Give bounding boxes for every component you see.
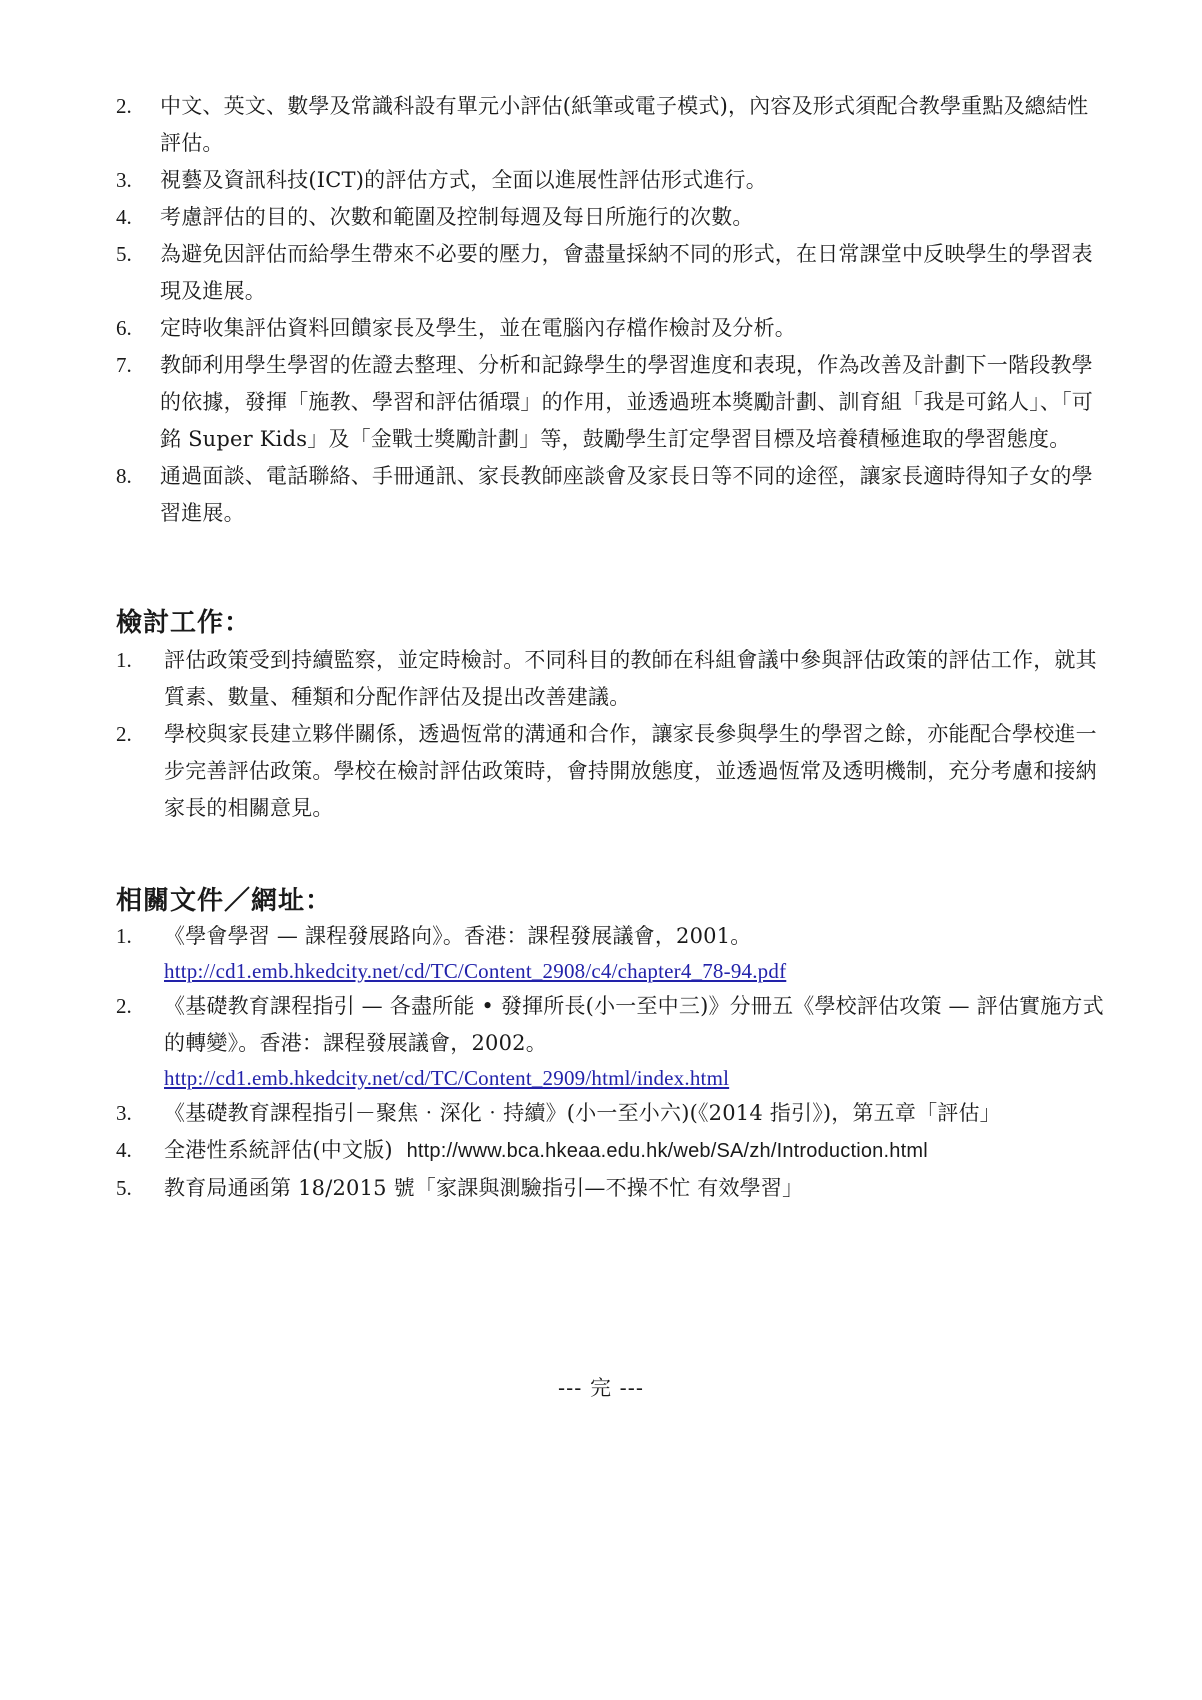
reference-link[interactable]: http://cd1.emb.hkedcity.net/cd/TC/Content_2909/html/index.html	[164, 1066, 730, 1090]
item-text	[164, 918, 1110, 988]
list-item	[0, 918, 1110, 988]
item-text: 視藝及資訊科技(ICT)的評估方式，全面以進展性評估形式進行。	[160, 168, 767, 192]
reference-text: 《基礎教育課程指引 — 各盡所能 • 發揮所長(小一至中三)》分冊五《學校評估攻策 — 評估實施方式的轉變》。香港：課程發展議會，2002。	[164, 994, 1104, 1055]
list-item	[0, 1132, 1110, 1170]
list-item	[0, 347, 1100, 458]
list-item	[0, 1170, 1110, 1207]
item-text: 教育局通函第 18/2015 號「家課與測驗指引—不操不忙 有效學習」	[164, 1176, 804, 1200]
list-item	[0, 199, 1100, 236]
list-item	[0, 88, 1100, 162]
references-heading: 相關文件／網址：	[116, 886, 333, 916]
item-number: 3.	[116, 168, 132, 192]
item-text: 評估政策受到持續監察，並定時檢討。不同科目的教師在科組會議中參與評估政策的評估工作，就其質素、數量、種類和分配作評估及提出改善建議。	[164, 648, 1097, 709]
item-number: 2.	[116, 994, 132, 1018]
item-number: 8.	[116, 464, 132, 488]
item-number: 5.	[116, 1176, 132, 1200]
item-text: 考慮評估的目的、次數和範圍及控制每週及每日所施行的次數。	[160, 205, 754, 229]
end-mark: --- 完 ---	[558, 1376, 644, 1400]
reference-link[interactable]: http://cd1.emb.hkedcity.net/cd/TC/Content_2908/c4/chapter4_78-94.pdf	[164, 959, 787, 983]
item-number: 7.	[116, 353, 132, 377]
item-text: 學校與家長建立夥伴關係，透過恆常的溝通和合作，讓家長參與學生的學習之餘，亦能配合學校進一步完善評估政策。學校在檢討評估政策時，會持開放態度，並透過恆常及透明機制，充分考慮和接納家長的相關意見。	[164, 722, 1097, 820]
review-heading: 檢討工作：	[116, 608, 252, 638]
item-text	[164, 988, 1110, 1095]
item-number: 3.	[116, 1101, 132, 1125]
item-text: 《基礎教育課程指引－聚焦‧深化‧持續》(小一至小六)(《2014 指引》)，第五章「評估」	[164, 1101, 1001, 1125]
item-text: 定時收集評估資料回饋家長及學生，並在電腦內存檔作檢討及分析。	[160, 316, 796, 340]
list-item	[0, 642, 1110, 716]
reference-text: 《學會學習 — 課程發展路向》。香港：課程發展議會，2001。	[164, 924, 752, 948]
item-number: 1.	[116, 924, 132, 948]
item-text: 中文、英文、數學及常識科設有單元小評估(紙筆或電子模式)，內容及形式須配合教學重點及總結性評估。	[160, 94, 1089, 155]
item-text: 教師利用學生學習的佐證去整理、分析和記錄學生的學習進度和表現，作為改善及計劃下一階段教學的依據，發揮「施教、學習和評估循環」的作用，並透過班本獎勵計劃、訓育組「我是可銘人」、「可銘 Super Kids」及「金戰士獎勵計劃」等，鼓勵學生訂定學習目標及培養積極進取的學習態度。	[160, 353, 1093, 451]
reference-url: http://www.bca.hkeaa.edu.hk/web/SA/zh/Introduction.html	[406, 1140, 928, 1162]
item-text: 通過面談、電話聯絡、手冊通訊、家長教師座談會及家長日等不同的途徑，讓家長適時得知子女的學習進展。	[160, 464, 1093, 525]
list-item	[0, 236, 1100, 310]
item-number: 1.	[116, 648, 132, 672]
list-item	[0, 988, 1110, 1095]
item-number: 6.	[116, 316, 132, 340]
item-number: 4.	[116, 205, 132, 229]
item-number: 5.	[116, 242, 132, 266]
list-item	[0, 458, 1100, 532]
review-list	[0, 642, 1110, 827]
list-item	[0, 1095, 1110, 1132]
item-number: 2.	[116, 94, 132, 118]
item-text	[164, 1132, 1110, 1170]
list-item	[0, 162, 1100, 199]
reference-text: 全港性系統評估(中文版)	[164, 1138, 393, 1162]
assessment-list	[0, 88, 1100, 532]
list-item	[0, 310, 1100, 347]
references-list	[0, 918, 1110, 1207]
list-item	[0, 716, 1110, 827]
item-number: 2.	[116, 722, 132, 746]
item-number: 4.	[116, 1138, 132, 1162]
item-text: 為避免因評估而給學生帶來不必要的壓力，會盡量採納不同的形式，在日常課堂中反映學生的學習表現及進展。	[160, 242, 1093, 303]
